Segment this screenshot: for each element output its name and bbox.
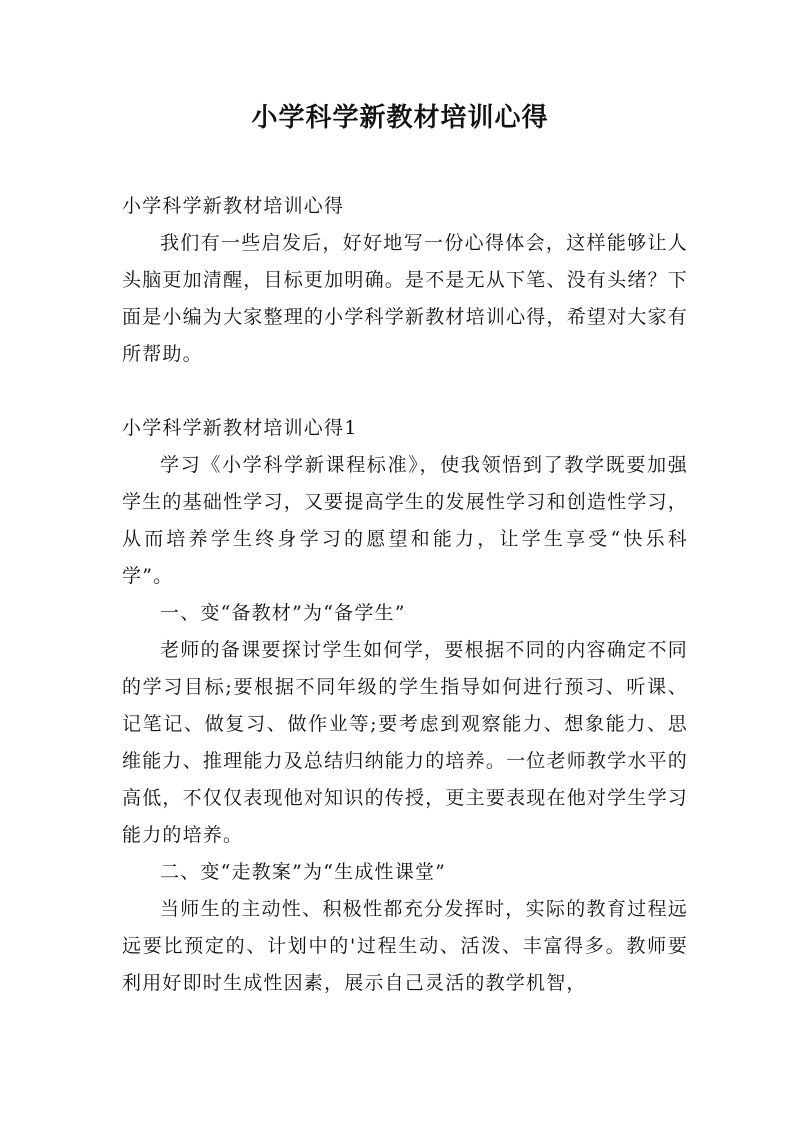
section-gap (122, 373, 688, 410)
document-title: 小学科学新教材培训心得 (251, 103, 549, 133)
section-paragraph-1: 学习《小学科学新课程标准》，使我领悟到了教学既要加强学生的基础性学习，又要提高学生的发展性学习和创造性学习，从而培养学生终身学习的愿望和能力，让学生享受“快乐科学”。 (122, 454, 688, 587)
subheading-prepare-students: 一、变“备教材”为“备学生” (160, 602, 406, 624)
section-heading-1: 小学科学新教材培训心得1 (122, 417, 358, 439)
document-body (122, 188, 688, 1002)
paragraph-generative-classroom: 当师生的主动性、积极性都充分发挥时，实际的教育过程远远要比预定的、计划中的'过程生动、活泼、丰富得多。教师要利用好即时生成性因素，展示自己灵活的教学机智， (122, 898, 688, 994)
intro-heading: 小学科学新教材培训心得 (122, 195, 345, 217)
intro-paragraph: 我们有一些启发后，好好地写一份心得体会，这样能够让人头脑更加清醒，目标更加明确。是不是无从下笔、没有头绪？下面是小编为大家整理的小学科学新教材培训心得，希望对大家有所帮助。 (122, 232, 688, 365)
subheading-generative-classroom: 二、变“走教案”为“生成性课堂” (160, 861, 447, 883)
paragraph-prepare-students: 老师的备课要探讨学生如何学，要根据不同的内容确定不同的学习目标;要根据不同年级的学生指导如何进行预习、听课、记笔记、做复习、做作业等;要考虑到观察能力、想象能力、思维能力、推理能力及总结归纳能力的培养。一位老师教学水平的高低，不仅仅表现他对知识的传授，更主要表现在他对学生学习能力的培养。 (122, 639, 688, 846)
